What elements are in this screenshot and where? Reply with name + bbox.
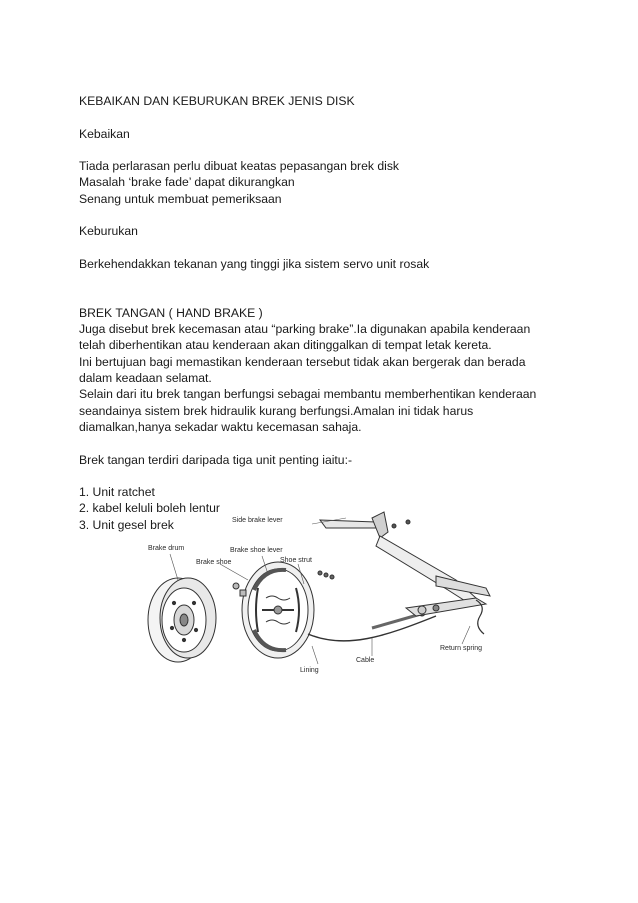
hand-brake-diagram-svg bbox=[136, 498, 512, 684]
label-side-brake-lever: Side brake lever bbox=[232, 517, 283, 524]
hand-brake-paragraph-line: Ini bertujuan bagi memastikan kenderaan tersebut tidak akan bergerak dan berada bbox=[79, 354, 526, 369]
backing-plate bbox=[242, 562, 314, 658]
advantage-item: Senang untuk membuat pemeriksaan bbox=[79, 191, 282, 206]
label-cable: Cable bbox=[356, 657, 375, 664]
component-item: 2. kabel keluli boleh lentur bbox=[79, 501, 220, 516]
document-title: KEBAIKAN DAN KEBURUKAN BREK JENIS DISK bbox=[79, 94, 355, 108]
components-intro: Brek tangan terdiri daripada tiga unit penting iaitu:- bbox=[79, 452, 353, 467]
label-brake-drum: Brake drum bbox=[148, 545, 185, 552]
hand-brake-paragraph-line: diamalkan,hanya sekadar waktu kecemasan sahaja. bbox=[79, 419, 362, 434]
hand-brake-paragraph-line: seandainya sistem brek hidraulik kurang berfungsi.Amalan ini tidak harus bbox=[79, 403, 474, 418]
equalizer-linkage bbox=[406, 598, 486, 634]
label-return-spring: Return spring bbox=[440, 645, 483, 652]
hand-brake-paragraph-line: dalam keadaan selamat. bbox=[79, 371, 212, 386]
label-brake-shoe-lever: Brake shoe lever bbox=[230, 547, 283, 554]
advantage-item: Masalah ‘brake fade’ dapat dikurangkan bbox=[79, 175, 295, 190]
hand-brake-paragraph-line: telah diberhentikan atau kenderaan akan ditinggalkan di tempat letak kereta. bbox=[79, 338, 492, 353]
label-lining: Lining bbox=[300, 667, 319, 674]
brake-drum bbox=[148, 578, 216, 662]
hand-brake-heading: BREK TANGAN ( HAND BRAKE ) bbox=[79, 305, 263, 320]
label-shoe-strut: Shoe strut bbox=[280, 557, 312, 564]
label-brake-shoe: Brake shoe bbox=[196, 559, 232, 566]
advantages-heading: Kebaikan bbox=[79, 126, 130, 141]
hand-brake-paragraph-line: Juga disebut brek kecemasan atau “parking brake”.Ia digunakan apabila kenderaan bbox=[79, 322, 531, 337]
document-text bbox=[79, 93, 559, 533]
hand-brake-paragraph-line: Selain dari itu brek tangan berfungsi sebagai membantu memberhentikan kenderaan bbox=[79, 387, 537, 402]
side-brake-lever bbox=[320, 512, 490, 604]
component-item: 3. Unit gesel brek bbox=[79, 517, 174, 532]
hand-brake-diagram bbox=[136, 498, 512, 684]
advantage-item: Tiada perlarasan perlu dibuat keatas pepasangan brek disk bbox=[79, 159, 400, 174]
component-item: 1. Unit ratchet bbox=[79, 485, 155, 500]
disadvantages-heading: Keburukan bbox=[79, 224, 138, 239]
leader-lines bbox=[170, 518, 470, 664]
disadvantage-item: Berkehendakkan tekanan yang tinggi jika sistem servo unit rosak bbox=[79, 256, 430, 271]
